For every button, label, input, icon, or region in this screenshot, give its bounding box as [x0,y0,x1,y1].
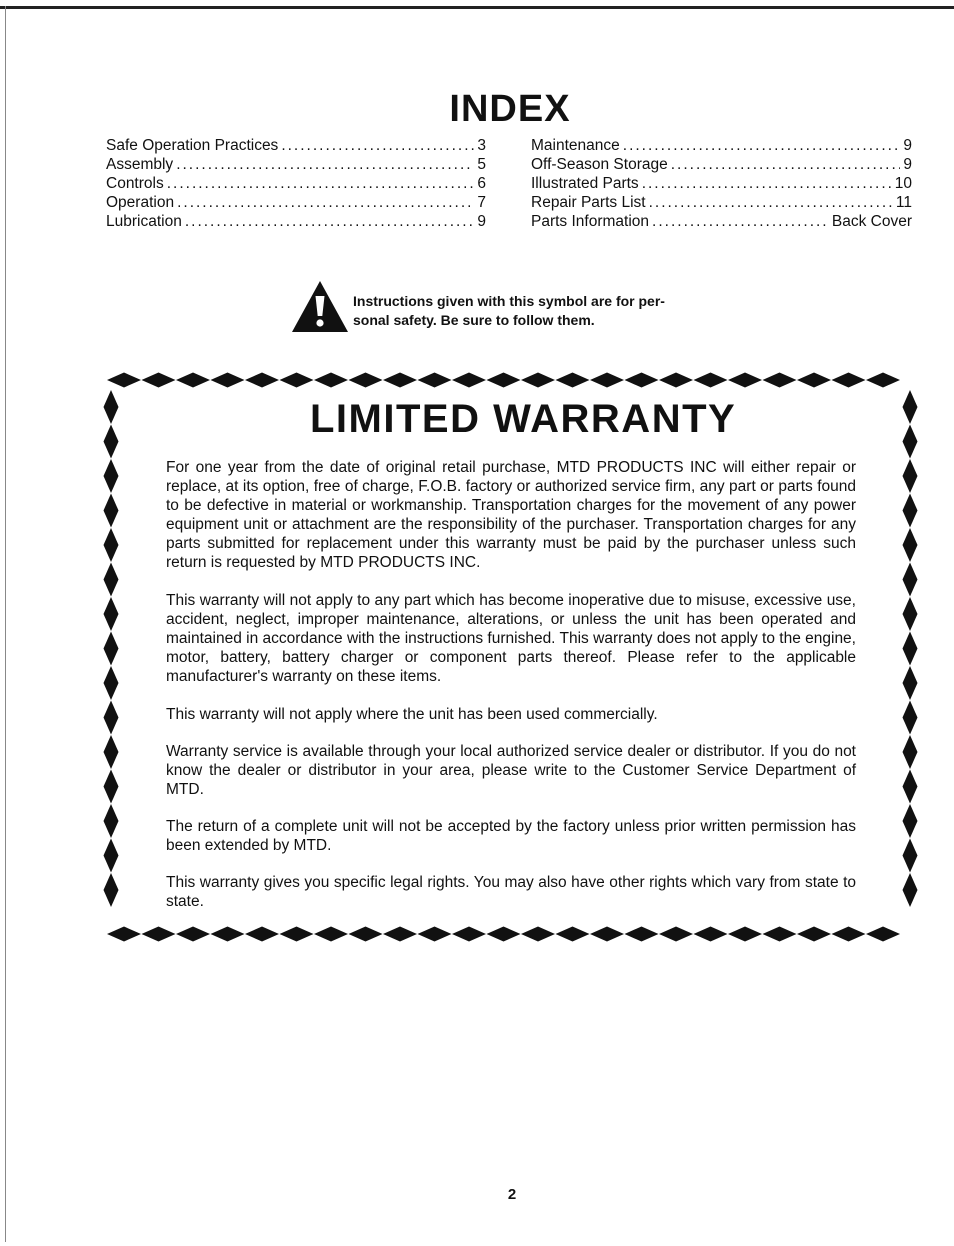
safety-notice-text [353,292,753,330]
safety-notice-line: sonal safety. Be sure to follow them. [353,312,595,328]
index-entry [531,137,912,156]
index-entry-label: Off-Season Storage [531,156,668,173]
diamond-icon [625,373,659,388]
dot-leader [185,213,475,231]
diamond-icon [314,927,348,942]
index-entry-label: Repair Parts List [531,194,646,211]
diamond-icon [903,459,918,493]
index-entry-label: Lubrication [106,213,182,230]
diamond-icon [104,666,119,700]
safety-notice-line: Instructions given with this symbol are for per- [353,293,665,309]
index-entry-page: 9 [903,156,912,173]
diamond-icon [104,390,119,424]
dot-leader [642,175,892,193]
diamond-icon [590,373,624,388]
diamond-icon [521,927,555,942]
top-border-rule [0,6,954,9]
warranty-paragraph: This warranty will not apply to any part which has become inoperative due to misuse, excessive use, accident, neglect, improper maintenance, alterations, or unless the unit has been operated and maintained in accordance with the instructions furnished. This warranty does not apply to the engine, motor, battery, battery charger or component parts thereof. Please refer to the applicable manufacturer's warranty on these items. [166,592,856,685]
index-entry [531,156,912,175]
diamond-icon [903,666,918,700]
diamond-icon [487,927,521,942]
warning-triangle-icon [290,280,350,334]
diamond-icon [521,373,555,388]
index-entry-label: Parts Information [531,213,650,230]
index-right-column [531,137,912,232]
diamond-icon [452,927,486,942]
diamond-icon [694,927,728,942]
diamond-icon [104,701,119,735]
index-entry-label: Controls [106,175,164,192]
diamond-icon [383,373,417,388]
diamond-icon [556,373,590,388]
diamond-icon [903,804,918,838]
dot-leader [649,194,893,212]
diamond-icon [832,927,866,942]
diamond-icon [280,373,314,388]
diamond-icon [349,373,383,388]
diamond-icon [104,597,119,631]
diamond-icon [107,927,141,942]
diamond-icon [763,927,797,942]
index-entry [531,194,912,213]
diamond-icon [625,927,659,942]
diamond-icon [903,632,918,666]
diamond-icon [142,927,176,942]
dot-leader [652,213,829,231]
index-entry [106,137,486,156]
diamond-icon [104,528,119,562]
index-entry [531,213,912,232]
warranty-paragraph: Warranty service is available through your local authorized service dealer or distributor. If you do not know the dealer or distributor in your area, please write to the Customer Service Department of MTD. [166,743,856,798]
index-entry-page: 9 [477,213,486,230]
dot-leader [176,156,474,174]
page-number: 2 [507,1186,517,1203]
index-entry-page: 9 [903,137,912,154]
dot-leader [281,137,474,155]
warranty-body [166,458,856,911]
diamond-icon [903,839,918,873]
warranty-paragraph: This warranty gives you specific legal rights. You may also have other rights which vary from state to state. [166,874,856,910]
index-entry-page: 3 [477,137,486,154]
diamond-icon [556,927,590,942]
index-entry-page: 10 [894,175,912,192]
index-entry [106,194,486,213]
diamond-icon [903,528,918,562]
index-entry-page: 6 [477,175,486,192]
warranty-title: LIMITED WARRANTY [310,397,737,441]
diamond-icon [452,373,486,388]
diamond-icon [104,770,119,804]
diamond-icon [903,390,918,424]
diamond-icon [383,927,417,942]
index-entry-page: 5 [477,156,486,173]
index-entry-label: Assembly [106,156,174,173]
diamond-icon [659,373,693,388]
diamond-icon [487,373,521,388]
index-entry-label: Maintenance [531,137,620,154]
diamond-icon [903,597,918,631]
index-entry [106,156,486,175]
index-entry [106,213,486,232]
diamond-icon [176,927,210,942]
dot-leader [671,156,901,174]
diamond-icon [107,373,141,388]
diamond-icon [104,494,119,528]
index-entry [106,175,486,194]
diamond-icon [866,927,900,942]
safety-notice [290,280,750,332]
diamond-icon [211,373,245,388]
diamond-icon [104,735,119,769]
index-title: INDEX [449,88,571,130]
diamond-icon [797,927,831,942]
diamond-icon [142,373,176,388]
diamond-icon [728,927,762,942]
diamond-icon [104,425,119,459]
index-entry-page: Back Cover [831,213,912,230]
diamond-icon [797,373,831,388]
diamond-icon [659,927,693,942]
diamond-icon [418,927,452,942]
diamond-icon [104,839,119,873]
warranty-paragraph: The return of a complete unit will not be accepted by the factory unless prior written permission has been extended by MTD. [166,818,856,854]
diamond-icon [903,770,918,804]
dot-leader [167,175,475,193]
diamond-icon [763,373,797,388]
diamond-icon [245,373,279,388]
diamond-icon [104,632,119,666]
index-entry-label: Illustrated Parts [531,175,639,192]
diamond-icon [590,927,624,942]
warranty-paragraph: For one year from the date of original retail purchase, MTD PRODUCTS INC will either repair or replace, at its option, free of charge, F.O.B. factory or authorized service firm, any part or parts found to be defective in material or workmanship. Transportation charges for the movement of any power equipment unit or attachment are the responsibility of the purchaser. Transportation charges for any parts submitted for replacement under this warranty must be paid by the purchaser unless such return is requested by MTD PRODUCTS INC. [166,459,856,571]
diamond-icon [104,804,119,838]
diamond-icon [903,425,918,459]
diamond-icon [866,373,900,388]
diamond-icon [903,873,918,907]
diamond-icon [245,927,279,942]
diamond-icon [314,373,348,388]
diamond-icon [832,373,866,388]
diamond-icon [211,927,245,942]
diamond-icon [903,701,918,735]
diamond-icon [104,459,119,493]
diamond-icon [280,927,314,942]
index-entry-page: 11 [895,194,912,211]
dot-leader [623,137,901,155]
diamond-icon [728,373,762,388]
diamond-icon [694,373,728,388]
diamond-icon [104,563,119,597]
index-entry-page: 7 [477,194,486,211]
diamond-icon [418,373,452,388]
diamond-icon [903,735,918,769]
warranty-paragraph: This warranty will not apply where the unit has been used commercially. [166,706,658,723]
index-entry-label: Operation [106,194,175,211]
diamond-icon [104,873,119,907]
diamond-icon [349,927,383,942]
dot-leader [177,194,474,212]
diamond-icon [903,563,918,597]
index-left-column [106,137,486,232]
index-entry-label: Safe Operation Practices [106,137,279,154]
index-entry [531,175,912,194]
left-border-rule [5,6,6,1242]
diamond-icon [176,373,210,388]
diamond-icon [903,494,918,528]
